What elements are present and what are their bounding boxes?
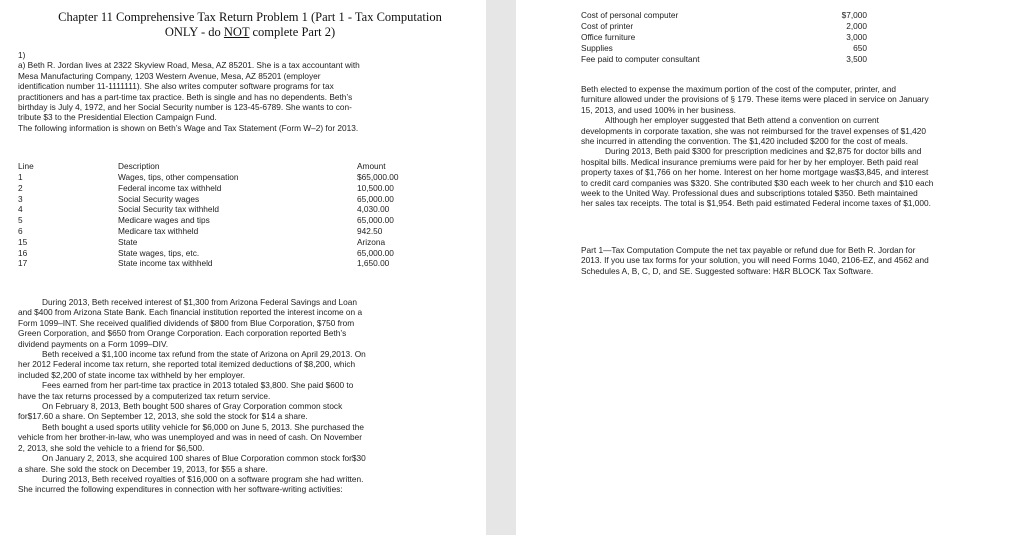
software-expenses-list	[581, 10, 971, 65]
text-line: Fees earned from her part-time tax practice in 2013 totaled $3,800. She paid $600 to	[42, 380, 354, 391]
w2-line: 6	[18, 225, 23, 236]
text-line: vehicle from her brother-in-law, who was unemployed and was in need of cash. On November	[18, 432, 363, 443]
title-line-2	[50, 25, 450, 40]
problem-number: 1)	[18, 50, 26, 60]
expense-label: Cost of personal computer	[581, 10, 679, 20]
title-not-underlined: NOT	[223, 25, 250, 39]
expense-amount: 2,000	[846, 21, 867, 31]
expense-row	[581, 21, 971, 32]
text-line: During 2013, Beth received interest of $1,300 from Arizona Federal Savings and Loan	[42, 297, 358, 307]
w2-row	[18, 248, 438, 259]
text-line: and $400 from Arizona State Bank. Each financial institution reported the interest income on a	[18, 307, 363, 318]
text-line: Beth bought a used sports utility vehicle for $6,000 on June 5, 2013. She purchased the	[42, 421, 364, 432]
text-line: for$17.60 a share. On September 12, 2013, she sold the stock for $14 a share.	[18, 411, 308, 422]
w2-line: 2	[18, 182, 23, 193]
w2-row	[18, 226, 438, 237]
text-line: During 2013, Beth paid $300 for prescription medicines and $2,875 for doctor bills and	[605, 146, 922, 157]
expense-label: Cost of printer	[581, 21, 634, 31]
paragraph-section179	[581, 84, 1011, 115]
text-line: Green Corporation, and $650 from Orange Corporation. Each corporation reported Beth’s	[18, 328, 347, 339]
text-line: During 2013, Beth received royalties of $16,000 on a software program she had written.	[42, 473, 364, 484]
title-line-2-end: complete Part 2)	[249, 25, 336, 39]
text-line: Beth elected to expense the maximum portion of the cost of the computer, printer, and	[581, 84, 897, 94]
paragraph-blue-stock	[18, 453, 458, 474]
text-line: Although her employer suggested that Beth attend a convention on current	[605, 115, 879, 126]
text-line: dividend payments on a Form 1099–DIV.	[18, 338, 169, 349]
w2-amount: 65,000.00	[357, 215, 394, 226]
text-line: Schedules A, B, C, D, and SE. Suggested software: H&R BLOCK Tax Software.	[581, 265, 874, 276]
intro-section	[18, 50, 458, 133]
w2-header-amount: Amount	[357, 161, 386, 171]
w2-description: Medicare wages and tips	[118, 215, 210, 226]
intro-line: a) Beth R. Jordan lives at 2322 Skyview Road, Mesa, AZ 85201. She is a tax accountant with	[18, 60, 360, 71]
text-line: On February 8, 2013, Beth bought 500 shares of Gray Corporation common stock	[42, 401, 343, 412]
w2-amount: 1,650.00	[357, 258, 390, 269]
right-narrative	[581, 84, 1011, 209]
expense-row	[581, 32, 971, 43]
expense-row	[581, 10, 971, 21]
w2-line: 1	[18, 172, 23, 182]
paragraph-royalties	[18, 474, 458, 495]
w2-row	[18, 215, 438, 226]
paragraph-fees	[18, 380, 458, 401]
paragraph-refund	[18, 349, 458, 380]
text-line: a share. She sold the stock on December 19, 2013, for $55 a share.	[18, 463, 268, 474]
text-line: developments in corporate taxation, she was not reimbursed for the travel expenses of $1,420	[581, 125, 926, 136]
text-line: She incurred the following expenditures in connection with her software-writing activities:	[18, 484, 343, 495]
title-line-2-start: ONLY - do	[164, 25, 224, 39]
text-line: to credit card companies was $320. She contributed $30 each week to her church and $10 each	[581, 177, 934, 188]
intro-line: practitioners and has a part-time tax practice. Beth is single and has no dependents. Beth’s	[18, 91, 353, 102]
w2-amount: 10,500.00	[357, 182, 394, 193]
left-page	[0, 0, 486, 535]
text-line: On January 2, 2013, she acquired 100 shares of Blue Corporation common stock for$30	[42, 453, 366, 464]
text-line: Form 1099–INT. She received qualified dividends of $800 from Blue Corporation, $750 from	[18, 317, 355, 328]
expense-amount: $7,000	[841, 10, 867, 20]
w2-description: Medicare tax withheld	[118, 225, 199, 236]
expense-row	[581, 43, 971, 54]
w2-description: State	[118, 236, 138, 247]
w2-amount: 65,000.00	[357, 247, 394, 258]
text-line: her sales tax receipts. The total is $1,954. Beth paid estimated Federal income taxes of $1,000.	[581, 198, 931, 209]
expense-label: Office furniture	[581, 32, 636, 42]
intro-line: tribute $3 to the Presidential Election Campaign Fund.	[18, 112, 217, 123]
text-line: property taxes of $1,766 on her home. Interest on her home mortgage was$3,845, and interest	[581, 167, 929, 178]
paragraph-gray-stock	[18, 401, 458, 422]
text-line: Part 1—Tax Computation Compute the net tax payable or refund due for Beth R. Jordan for	[581, 245, 916, 255]
w2-row	[18, 183, 438, 194]
part1-instructions	[581, 245, 1011, 276]
paragraph-convention	[581, 115, 1011, 146]
w2-line: 3	[18, 193, 23, 204]
w2-line: 17	[18, 258, 28, 269]
w2-amount: $65,000.00	[357, 172, 399, 182]
text-line: Beth received a $1,100 income tax refund from the state of Arizona on April 29,2013. On	[42, 349, 366, 360]
narrative-section	[18, 297, 458, 495]
text-line: her 2012 Federal income tax return, she reported total itemized deductions of $8,200, which	[18, 359, 356, 370]
expense-row	[581, 54, 971, 65]
w2-header-row	[18, 161, 438, 172]
intro-line: Mesa Manufacturing Company, 1203 Western Avenue, Mesa, AZ 85201 (employer	[18, 70, 321, 81]
part1-paragraph	[581, 245, 1011, 276]
w2-row	[18, 204, 438, 215]
w2-amount: Arizona	[357, 236, 386, 247]
w2-description: State income tax withheld	[118, 258, 213, 269]
w2-row	[18, 194, 438, 205]
w2-header-line: Line	[18, 161, 34, 171]
text-line: 2, 2013, she sold the vehicle to a friend for $6,500.	[18, 442, 205, 453]
expense-amount: 3,000	[846, 32, 867, 42]
w2-description: Wages, tips, other compensation	[118, 172, 239, 182]
w2-amount: 4,030.00	[357, 204, 390, 215]
text-line: furniture allowed under the provisions of § 179. These items were placed in service on January	[581, 94, 929, 105]
paragraph-interest	[18, 297, 458, 349]
expense-amount: 650	[853, 43, 867, 53]
intro-line: identification number 11-1111111). She also writes computer software programs for tax	[18, 81, 334, 92]
w2-row	[18, 237, 438, 248]
intro-line: The following information is shown on Beth’s Wage and Tax Statement (Form W–2) for 2013.	[18, 122, 359, 133]
w2-line: 15	[18, 236, 28, 247]
page-title	[50, 10, 450, 40]
expense-label: Supplies	[581, 43, 613, 53]
text-line: hospital bills. Medical insurance premiums were paid for her by her employer. Beth paid real	[581, 156, 919, 167]
w2-table	[18, 161, 438, 269]
w2-row	[18, 172, 438, 183]
w2-description: Federal income tax withheld	[118, 182, 222, 193]
w2-row	[18, 258, 438, 269]
text-line: 2013. If you use tax forms for your solution, you will need Forms 1040, 2106-EZ, and 4562 and	[581, 255, 929, 266]
text-line: 15, 2013, and used 100% in her business.	[581, 104, 736, 115]
text-line: she incurred in attending the convention. The $1,420 included $200 for the cost of meals.	[581, 136, 908, 147]
w2-header-description: Description	[118, 161, 160, 171]
w2-description: Social Security tax withheld	[118, 204, 219, 215]
text-line: week to the United Way. Professional dues and subscriptions totaled $350. Beth maintained	[581, 188, 918, 199]
paragraph-vehicle	[18, 422, 458, 453]
expense-amount: 3,500	[846, 54, 867, 64]
w2-description: State wages, tips, etc.	[118, 247, 200, 258]
title-line-1: Chapter 11 Comprehensive Tax Return Problem 1 (Part 1 - Tax Computation	[58, 10, 442, 24]
w2-amount: 942.50	[357, 225, 383, 236]
intro-line: birthday is July 4, 1972, and her Social Security number is 123-45-6789. She wants to con-	[18, 102, 352, 113]
w2-line: 5	[18, 215, 23, 226]
expense-label: Fee paid to computer consultant	[581, 54, 700, 64]
text-line: included $2,200 of state income tax withheld by her employer.	[18, 369, 245, 380]
paragraph-deductions	[581, 146, 1011, 208]
right-page	[516, 0, 1024, 535]
w2-amount: 65,000.00	[357, 193, 394, 204]
w2-line: 16	[18, 247, 28, 258]
w2-line: 4	[18, 204, 23, 215]
text-line: have the tax returns processed by a computerized tax return service.	[18, 390, 271, 401]
w2-description: Social Security wages	[118, 193, 200, 204]
